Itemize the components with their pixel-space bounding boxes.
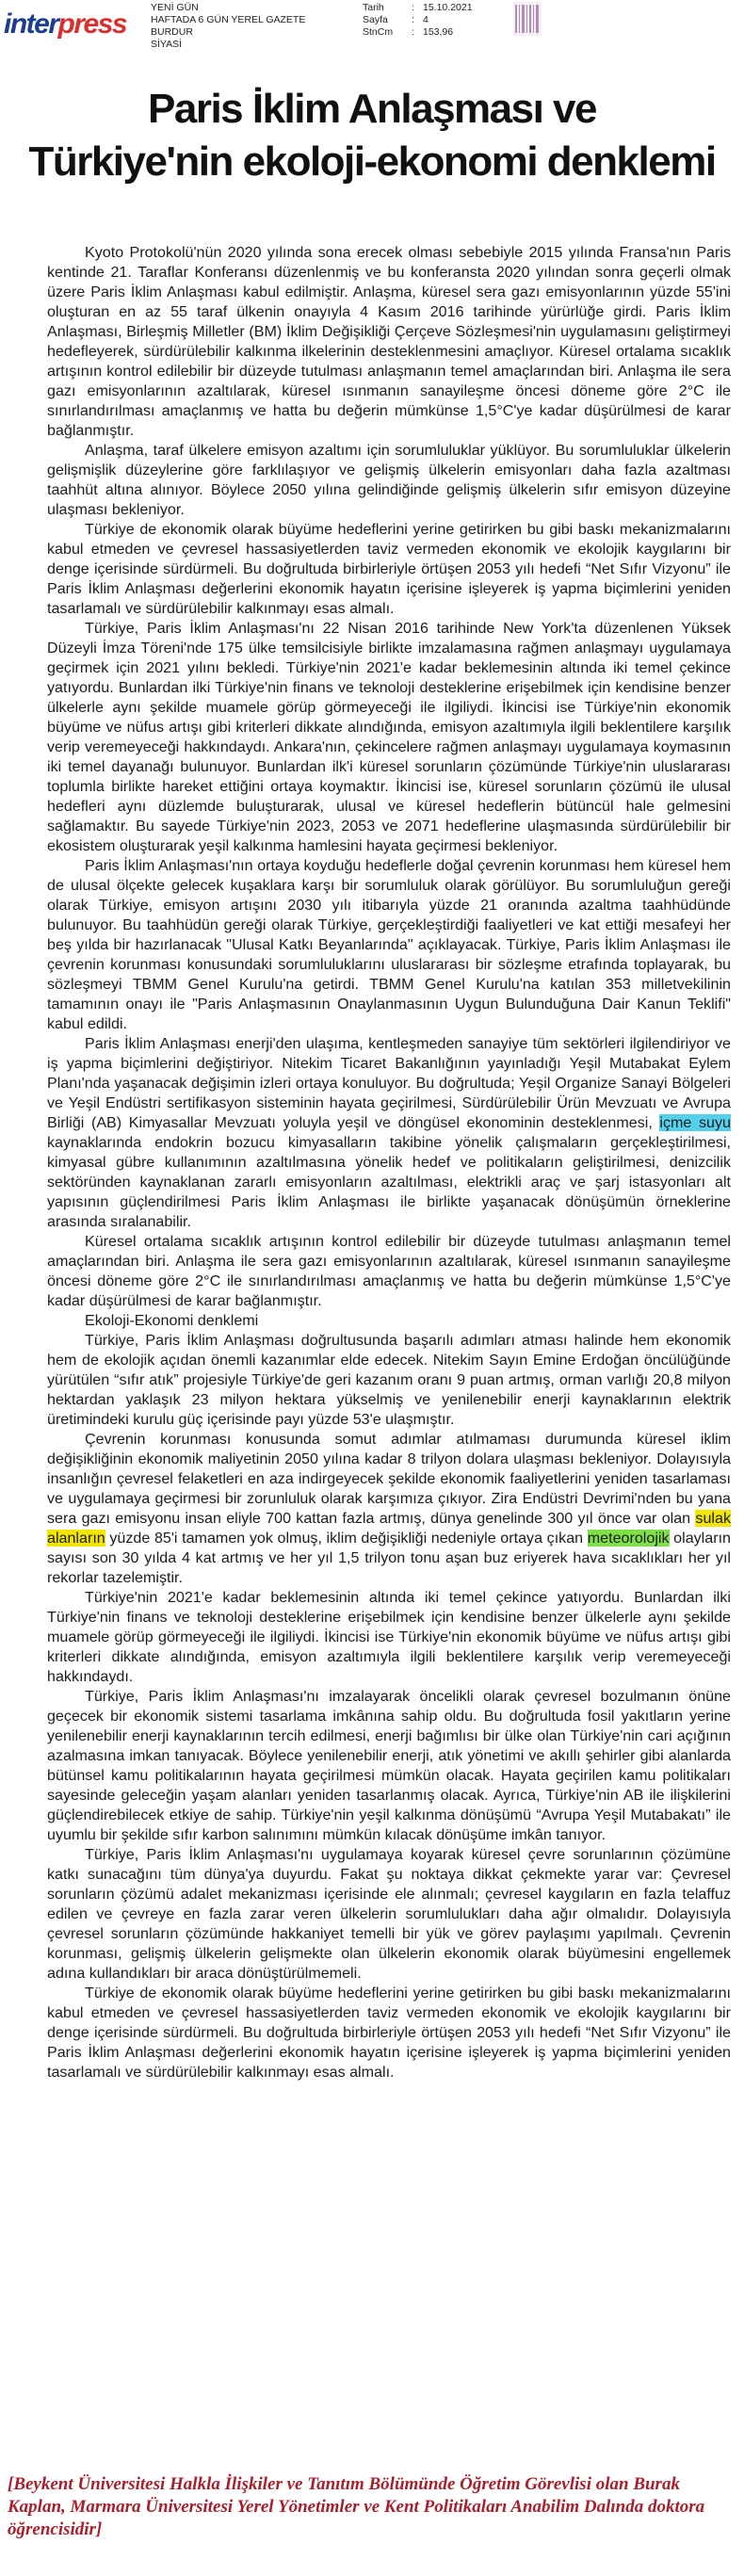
meta-row-date: Tarih : 15.10.2021 [363,2,473,13]
paragraph-2: Anlaşma, taraf ülkelere emisyon azaltımı için sorumluluklar yüklüyor. Bu sorumluluklar ülkelerin gelişmişlik düzeylerine göre farklılaşıyor ve gelişmiş ülkelerin emisyonları daha fazla azaltması taahhüt altına alınıyor. Böylece 2050 yılına gelindiğinde gelişmiş ülkelerin sıfır emisyon düzeyine ulaşması bekleniyor. [47,442,731,518]
highlight-drinking-water: içme suyu [659,1114,731,1131]
publication-info [151,2,305,51]
highlight-meteorological: meteorolojik [587,1530,670,1547]
author-note: [Beykent Üniversitesi Halkla İlişkiler ve Tanıtım Bölümünde Öğretim Görevlisi olan Burak Kaplan, Marmara Üniversitesi Yerel Yönetimler ve Kent Politikaları Anabilim Dalında doktora öğrencisidir] [8,2474,705,2539]
meta-size-value: 153,96 [423,26,454,38]
meta-row-page: Sayfa : 4 [363,14,429,25]
meta-page-value: 4 [423,14,429,25]
clipping-meta [363,2,473,39]
section-subheading: Ekoloji-Ekonomi denklemi [85,1312,259,1329]
meta-row-size: StnCm : 153,96 [363,26,454,38]
paragraph-9: Çevrenin korunması konusunda somut adımlar atılmaması durumunda küresel iklim değişikliğinin ekonomik maliyetinin 2050 yılına kadar 8 trilyon dolara ulaşması bekleniyor. Dolayısıyla insanlığın çevresel felaketleri en aza indirgeyecek şekilde ekonomik faaliyetlerini yeniden tasarlaması ve uygulamaya geçirmesi bir zorunluluk olarak karşımıza çıkıyor. Zira Endüstri Devrimi'nden bu yana sera gazı emisyonu insan eliyle 700 kattan fazla artmış, dünya genelinde 300 yıl önce var olan sulak alanların yüzde 85'i tamamen yok olmuş, iklim değişikliği nedeniyle ortaya çıkan meteorolojik olayların sayısı son 30 yılda 4 kat artmış ve her yıl 1,5 trilyon tonu aşan buz eriyerek hava sıcaklıkları her yıl rekorlar tazelemiştir. [47,1431,731,1586]
paragraph-3: Türkiye de ekonomik olarak büyüme hedeflerini yerine getirirken bu gibi baskı mekanizmalarını kabul etmeden ve çevresel hassasiyetlerden taviz vermeden ekonomik ve ekolojik kaygılarını bir denge içerisinde sürdürmeli. Bu doğrultuda birbirleriyle örtüşen 2053 yılı hedefi “Net Sıfır Vizyonu” ile Paris İklim Anlaşması değerlerini ekonomik hayatın içerisine işleyerek iş yapma biçimlerini yeniden tasarlamalı ve sürdürülebilir kalkınmayı esas almalı. [47,521,731,617]
headline-line-2: Türkiye'nin ekoloji-ekonomi denklemi [28,138,716,185]
paragraph-11: Türkiye, Paris İklim Anlaşması'nı imzalayarak öncelikli olarak çevresel bozulmanın önüne geçecek bir ekonomik sistemi tasarlama imkânına sahip oldu. Bu doğrultuda fosil yakıtların yerine yenilenebilir enerji kaynaklarının tercih edilmesi, enerji bağımlısı bir ülke olan Türkiye'nin cari açığının azalmasına imkan tanıyacak. Böylece yenilenebilir enerji, atık yönetimi ve akıllı şehirler gibi alanlarda bütünsel kamu politikalarının hayata geçirilmesi mümkün olacak. Hayata geçirilen kamu politikaları sayesinde geleceğin yaşam alanları yeniden tasarlanmış olacak. Ayrıca, Türkiye'nin AB ile ilişkilerini güçlendirebilecek etkiye de sahip. Türkiye'nin yeşil kalkınma dönüşümü “Avrupa Yeşil Mutabakatı” ile uyumlu bir şekilde sıfır karbon salınımını mümkün kılacak dönüşüme imkân tanıyor. [47,1688,731,1843]
paragraph-4: Türkiye, Paris İklim Anlaşması'nı 22 Nisan 2016 tarihinde New York'ta düzenlenen Yüksek Düzeyli İmza Töreni'nde 175 ülke temsilcisiyle birlikte imzalamasına rağmen anlaşmayı uygulamaya geçirmek için 2021 yılını bekledi. Türkiye'nin 2021'e kadar beklemesinin altında iki temel çekince yatıyordu. Bunlardan ilki Türkiye'nin finans ve teknoloji desteklerine erişebilmek için kendisine benzer ülkelerle aynı şekilde muamele görüp görmeyeceği ile ilgiliydi. İkincisi ise Türkiye'nin ekonomik büyüme ve nüfus artışı gibi kriterleri dikkate alındığında, emisyon azaltımıyla ilgili beklentilere karşılık verip veremeyeceği hakkındaydı. Ankara'nın, çekincelere rağmen anlaşmayı uygulamaya koymasının iki temel dayanağı bulunuyor. Bunlardan ilk'i küresel sorunların çözümünde Türkiye'nin uluslararası toplumla birlikte hareket ettiğini ortaya koymaktır. İkincisi ise, küresel sorunların çözümü ile ulusal hedefleri aynı düzlemde buluşturarak, ulusal ve küresel hedeflerin bütüncül hale gelmesini sağlamaktır. Bu sayede Türkiye'nin 2023, 2053 ve 2071 hedeflerine ulaşmasında sürdürülebilir bir ekosistem oluşturarak yeşil kalkınma hamlesini hayata geçirmesi bekleniyor. [47,620,731,854]
paragraph-12: Türkiye, Paris İklim Anlaşması'nı uygulamaya koyarak küresel çevre sorunlarının çözümüne katkı sunacağını tüm dünya'ya duyurdu. Fakat şu noktaya dikkat çekmekte yarar var: Çevresel sorunların çözümü adalet mekanizması içerisinde ele alınmalı; çevresel kaygıların en fazla telaffuz edilen ve çevreye en fazla zarar veren ülkelerin sorumlulukları daha ağır olmalıdır. Dolayısıyla çevresel sorunların çözümünde hakkaniyet temelli bir yük ve görev paylaşımı yapılmalı. Çevrenin korunması, gelişmiş ülkelerin gelişmekte olan ülkelerin ekonomik olarak büyümesini engellemek adına kullandıkları bir araca dönüştürülmemeli. [47,1846,731,1982]
paragraph-7: Küresel ortalama sıcaklık artışının kontrol edilebilir bir düzeyde tutulması anlaşmanın temel amaçlarından biri. Anlaşma ile sera gazı emisyonlarının azaltılarak, küresel ısınmanın sanayileşme öncesi döneme göre 2°C ile sınırlandırılması amaçlanmış ve hatta bu değerin mümkünse 1,5°C'ye kadar düşürülmesi de karar bağlanmıştır. [47,1233,731,1309]
clipping-header [0,0,744,64]
highlight-wetlands: sulak alanların [47,1510,731,1547]
meta-date-value: 15.10.2021 [423,2,473,13]
publication-category: SİYASİ [151,39,183,50]
headline-line-1: Paris İklim Anlaşması ve [148,86,596,132]
paragraph-10: Türkiye'nin 2021'e kadar beklemesinin altında iki temel çekince yatıyordu. Bunlardan ilki Türkiye'nin finans ve teknoloji desteklerine erişebilmek için kendisine benzer ülkelerle aynı şekilde muamele görüp görmeyeceği ile ilgiliydi. İkincisi ise Türkiye'nin ekonomik büyüme ve nüfus artışı gibi kriterleri dikkate alındığında, emisyon azaltımıyla ilgili beklentilere karşılık verip veremeyeceği hakkındaydı. [47,1589,731,1685]
article-body [47,243,731,2082]
paragraph-1: Kyoto Protokolü'nün 2020 yılında sona erecek olması sebebiyle 2015 yılında Fransa'nın Paris kentinde 21. Taraflar Konferansı düzenlenmiş ve bu konferansta 2020 yılından sonra geçerli olmak üzere Paris İklim Anlaşması kabul edilmiştir. Anlaşma, küresel sera gazı emisyonlarının yüzde 55'ini oluşturan en az 55 taraf ülkenin onayıyla 4 Kasım 2016 tarihinde yürürlüğe girdi. Paris İklim Anlaşması, Birleşmiş Milletler (BM) İklim Değişikliği Çerçeve Sözleşmesi'nin uygulamasını geliştirmeyi hedefleyerek, sürdürülebilir kalkınma ilkelerinin desteklenmesini amaçlıyor. Küresel ortalama sıcaklık artışının kontrol edilebilir bir düzeyde tutulması anlaşmanın temel amaçlarından biri. Anlaşma ile sera gazı emisyonlarının azaltılarak, küresel ısınmanın sanayileşme öncesi döneme göre 2°C ile sınırlandırılması amaçlanmış ve hatta bu değerin mümkünse 1,5°C'ye kadar düşürülmesi de karar bağlanmıştır. [47,244,731,439]
logo-text-press: press [57,8,127,40]
logo-text-inter: inter [4,8,58,40]
paragraph-5: Paris İklim Anlaşması'nın ortaya koyduğu hedeflerle doğal çevrenin korunması hem küresel hem de ulusal ölçekte gelecek kuşaklara karşı bir sorumluluk olarak görülüyor. Bu sorumluluğun gereği olarak Türkiye, emisyon artışını 2030 yılı itibarıyla yüzde 21 oranında azaltma taahhüdünde bulunuyor. Bu taahhüdün gereği olarak Türkiye, gerçekleştirdiği faaliyetleri ve kat ettiği mesafeyi her beş yılda bir hazırlanacak "Ulusal Katkı Beyanlarında" açıklayacak. Türkiye, Paris İklim Anlaşması ile çevrenin korunması konusundaki sorumluluklarını uluslararası bir sözleşme etrafında toplayarak, bu sözleşmeyi TBMM Genel Kurulu'na getirdi. TBMM Genel Kurulu'na katılan 353 milletvekilinin tamamının onayı ile "Paris Anlaşmasının Onaylanmasının Uygun Bulunduğuna Dair Kanun Teklifi" kabul edildi. [47,857,731,1032]
paragraph-8: Türkiye, Paris İklim Anlaşması doğrultusunda başarılı adımları atması halinde hem ekonomik hem de ekolojik açıdan önemli kazanımlar elde edecek. Nitekim Sayın Emine Erdoğan öncülüğünde yürütülen “sıfır atık” projesiyle Türkiye'de geri kazanım oranı 9 puan artmış, orman varlığı 20,8 milyon hektardan yaklaşık 23 milyon hektara yükselmiş ve yenilenebilir enerji kaynaklarının elektrik üretimindeki kurulu güç içerisinde payı yüzde 53'e ulaşmıştır. [47,1332,731,1428]
publication-city: BURDUR [151,26,193,38]
publication-name: YENİ GÜN [151,2,199,13]
article-headline [0,83,744,188]
paragraph-13: Türkiye de ekonomik olarak büyüme hedeflerini yerine getirirken bu gibi baskı mekanizmalarını kabul etmeden ve çevresel hassasiyetlerden taviz vermeden ekonomik ve ekolojik kaygılarını bir denge içerisinde sürdürmeli. Bu doğrultuda birbirleriyle örtüşen 2053 yılı hedefi “Net Sıfır Vizyonu” ile Paris İklim Anlaşması değerlerini ekonomik hayatın içerisine işleyerek iş yapma biçimlerini yeniden tasarlamalı ve sürdürülebilir kalkınmayı esas almalı. [47,1985,731,2081]
publication-frequency: HAFTADA 6 GÜN YEREL GAZETE [151,14,306,25]
paragraph-6: Paris İklim Anlaşması enerji'den ulaşıma, kentleşmeden sanayiye tüm sektörleri ilgilendiriyor ve iş yapma biçimlerini değiştiriyor. Nitekim Ticaret Bakanlığının yayınladığı Yeşil Mutabakat Eylem Planı'nda yaşanacak değişimin izleri ortaya konuluyor. Bu doğrultuda; Yeşil Organize Sanayi Bölgeleri ve Yeşil Endüstri sertifikasyon sisteminin hayata geçirilmesi, Sürdürülebilir Ürün Mevzuatı ve Avrupa Birliği (AB) Kimyasallar Mevzuatı yoluyla yeşil ve döngüsel ekonominin desteklenmesi, içme suyu kaynaklarında endokrin bozucu kimyasalların takibine yönelik çalışmaların gerçekleştirilmesi, kimyasal gübre kullanımının azaltılmasına yönelik hedef ve politikaların geliştirilmesi, denizcilik sektöründen kaynaklanan zararlı emisyonların azaltılması, elektrikli araç ve şarj istasyonları alt yapısının güçlendirilmesi Paris İklim Anlaşması ile birlikte yaşanacak dönüşümün örneklerine arasında sıralanabilir. [47,1035,731,1230]
barcode-icon [513,2,542,36]
interpress-logo [4,8,145,41]
